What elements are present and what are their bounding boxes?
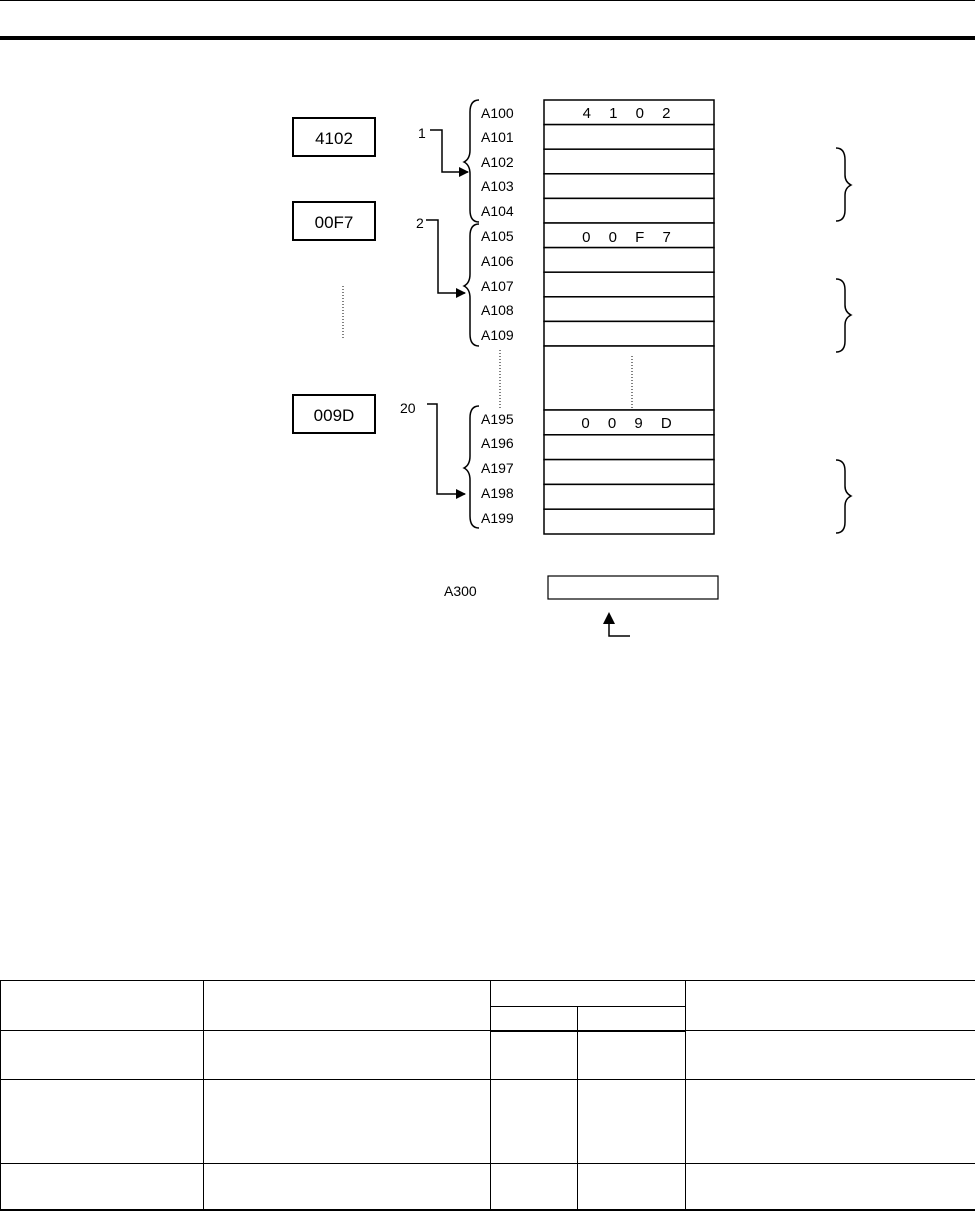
cell-value-a195: 0 0 9 D [581, 415, 679, 432]
table-cell [491, 1031, 578, 1080]
address-label: A198 [481, 485, 514, 501]
address-label: A199 [481, 510, 514, 526]
pointer-arrowhead [603, 612, 615, 624]
table-header-cell [578, 1007, 686, 1031]
table-cell [1, 1164, 204, 1210]
table-cell [686, 1031, 975, 1080]
address-label: A109 [481, 327, 514, 343]
table-cell [578, 1031, 686, 1080]
table-header-cell [491, 981, 686, 1007]
table-cell [1, 1031, 204, 1080]
table-cell [204, 1164, 491, 1210]
arrow-record-1 [430, 130, 468, 172]
cell-value-a105: 0 0 F 7 [582, 229, 678, 246]
table-header-row [1, 981, 975, 1007]
address-label: A195 [481, 411, 514, 427]
brace-group-2 [464, 224, 479, 346]
brace-group-1 [464, 100, 479, 222]
address-label: A105 [481, 228, 514, 244]
address-label: A104 [481, 203, 514, 219]
table-header-cell [686, 981, 975, 1031]
table-cell [686, 1080, 975, 1164]
order-number-1: 1 [418, 125, 426, 141]
memory-cells-top [544, 100, 714, 410]
error-table [0, 980, 975, 1211]
table-cell [491, 1080, 578, 1164]
table-row [1, 1080, 975, 1164]
table-cell [204, 1031, 491, 1080]
address-label: A102 [481, 154, 514, 170]
right-brace-1 [836, 148, 851, 221]
table-row [1, 1164, 975, 1210]
brace-group-20 [464, 406, 479, 528]
pointer-cell [548, 576, 718, 599]
order-number-2: 2 [416, 215, 424, 231]
table-cell [578, 1164, 686, 1210]
error-code-2: 00F7 [314, 213, 354, 232]
error-code-1: 4102 [315, 129, 353, 148]
address-label: A197 [481, 460, 514, 476]
table-cell [578, 1080, 686, 1164]
table-header-cell [1, 981, 204, 1031]
address-label: A101 [481, 129, 514, 145]
table-header-cell [204, 981, 491, 1031]
error-code-20: 009D [313, 406, 355, 425]
table-cell [686, 1164, 975, 1210]
cell-value-a100: 4 1 0 2 [582, 105, 678, 122]
right-brace-2 [836, 279, 851, 352]
table-row [1, 1031, 975, 1080]
pointer-label: A300 [444, 583, 477, 599]
arrow-record-2 [426, 220, 465, 293]
table-cell [491, 1164, 578, 1210]
right-brace-3 [836, 460, 851, 533]
address-label: A106 [481, 253, 514, 269]
table-header-cell [491, 1007, 578, 1031]
table-cell [1, 1080, 204, 1164]
address-labels [481, 105, 514, 526]
address-label: A108 [481, 302, 514, 318]
address-label: A100 [481, 105, 514, 121]
address-label: A103 [481, 178, 514, 194]
arrow-record-20 [427, 404, 465, 494]
address-label: A196 [481, 435, 514, 451]
table-cell [204, 1080, 491, 1164]
pointer-arrow [609, 614, 630, 636]
order-number-20: 20 [400, 400, 416, 416]
address-label: A107 [481, 278, 514, 294]
